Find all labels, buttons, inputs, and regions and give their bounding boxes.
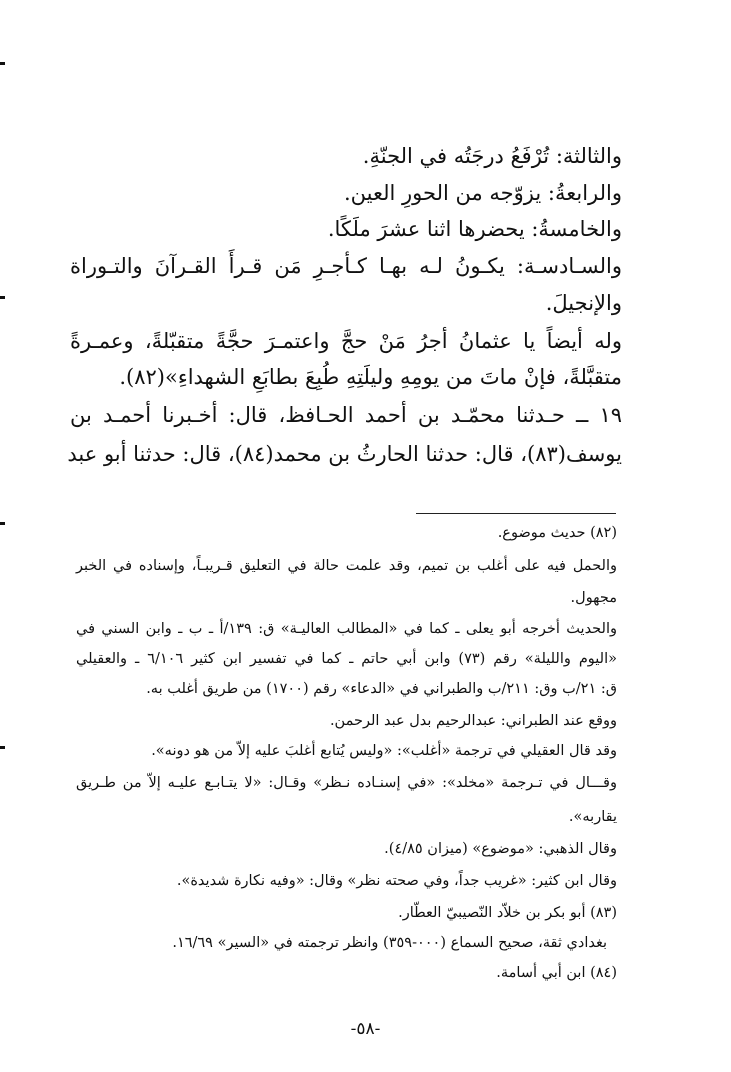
body-line: والسـادسـة: يكـونُ لـه بهـا كـأجـرِ مَن قـرأَ القـرآنَ والتـوراة [70, 254, 622, 278]
scan-edge-mark [0, 296, 5, 299]
footnote-line: بغدادي ثقة، صحيح السماع (٠٠٠-٣٥٩) وانظر ترجمته في «السير» ١٦/٦٩. [172, 935, 607, 951]
scan-edge-mark [0, 522, 5, 525]
body-line: وله أيضاً يا عثمانُ أجرُ مَنْ حجَّ واعتمـرَ حجَّةً متقبّلةً، وعمـرةً [70, 329, 622, 353]
footnote-heading: (٨٣) أبو بكر بن خلاّد النّصيبيّ العطّار. [398, 905, 617, 921]
footnote-line: وقـــال في تـرجمة «مخلد»: «في إسنـاده نـظر» وقـال: «لا يتـابـع عليـه إلاّ من طـريق [76, 775, 617, 791]
page-number: -٥٨- [350, 1019, 381, 1039]
footnote-line: ق: ٢١/ب وق: ٢١١/ب والطبراني في «الدعاء» رقم (١٧٠٠) من طريق أغلب به. [146, 681, 617, 697]
footnote-heading: (٨٤) ابن أبي أسامة. [496, 965, 617, 981]
body-line: يوسف(٨٣)، قال: حدثنا الحارثُ بن محمد(٨٤)، قال: حدثنا أبو عبد [67, 442, 622, 466]
footnote-line: وقال الذهبي: «موضوع» (ميزان ٤/٨٥). [384, 841, 617, 857]
body-line: والرابعةُ: يزوّجه من الحورِ العين. [344, 181, 622, 205]
body-line: والإنجيلَ. [545, 291, 622, 315]
footnote-line: مجهول. [570, 590, 617, 606]
scan-edge-mark [0, 746, 5, 749]
footnote-line: ووقع عند الطبراني: عبدالرحيم بدل عبد الرحمن. [329, 713, 617, 729]
footnote-line: والحديث أخرجه أبو يعلى ـ كما في «المطالب العاليـة» ق: ١٣٩/أ ـ ب ـ وابن السني في [76, 621, 617, 637]
footnote-line: يقاربه». [568, 809, 617, 825]
scan-edge-mark [0, 62, 5, 65]
footnote-line: وقد قال العقيلي في ترجمة «أغلب»: «وليس يُتابع أغلبَ عليه إلاّ من هو دونه». [151, 743, 617, 759]
main-text-block [67, 0, 622, 500]
footnote-line: والحمل فيه على أغلب بن تميم، وقد علمت حالة في التعليق قـريبـاً، وإسناده في الخبر [76, 558, 617, 574]
body-line: متقبَّلةً، فإنْ ماتَ من يومِهِ وليلَتِهِ طُبِعَ بطابَعِ الشهداءِ»(٨٢). [119, 365, 622, 389]
footnote-heading: (٨٢) حديث موضوع. [497, 525, 617, 541]
footnote-line: وقال ابن كثير: «غريب جداً، وفي صحته نظر» وقال: «وفيه نكارة شديدة». [176, 873, 617, 889]
footnote-divider [416, 513, 616, 514]
body-line: ١٩ ــ حـدثنا محمّـد بن أحمد الحـافظ، قال: أخـبرنا أحمـد بن [70, 403, 622, 427]
body-line: والخامسةُ: يحضرها اثنا عشرَ ملَكًا. [327, 217, 622, 241]
body-line: والثالثة: تُرْفَعُ درجَتُه في الجنّةِ. [362, 144, 622, 168]
footnote-line: «اليوم والليلة» رقم (٧٣) وابن أبي حاتم ـ كما في تفسير ابن كثير ٦/١٠٦ ـ والعقيلي [76, 651, 617, 667]
